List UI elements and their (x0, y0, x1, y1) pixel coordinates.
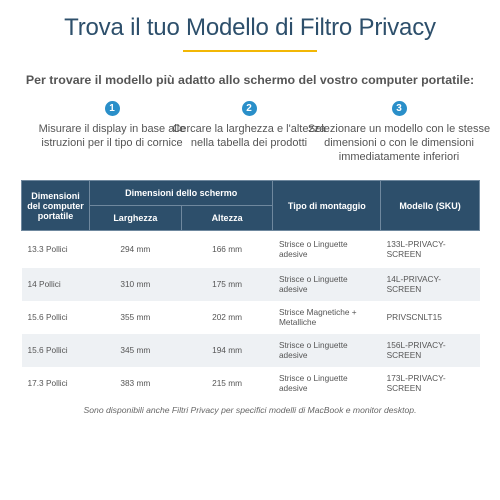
product-table (21, 180, 480, 400)
cell-size: 15.6 Pollici (22, 334, 90, 367)
step-3-text: Selezionare un modello con le stesse dimensioni o con le dimensioni immediatamente inferiori (307, 123, 491, 163)
cell-model: 14L-PRIVACY-SCREEN (381, 268, 480, 301)
table-row (22, 334, 480, 367)
cell-width: 355 mm (89, 301, 181, 334)
cell-model: 173L-PRIVACY-SCREEN (381, 367, 480, 400)
cell-height: 215 mm (181, 367, 273, 400)
step-2-text: Cercare la larghezza e l'altezza nella tabella dei prodotti (172, 123, 326, 149)
step-1-number-icon: 1 (105, 101, 120, 116)
cell-width: 383 mm (89, 367, 181, 400)
page-title: Trova il tuo Modello di Filtro Privacy (64, 14, 436, 41)
footnote: Sono disponibili anche Filtri Privacy per specifici modelli di MacBook e monitor desktop. (83, 405, 417, 415)
cell-width: 294 mm (89, 231, 181, 268)
table-row (22, 268, 480, 301)
header-laptop-size: Dimensioni del computer portatile (22, 181, 90, 231)
cell-size: 13.3 Pollici (22, 231, 90, 268)
cell-model: 156L-PRIVACY-SCREEN (381, 334, 480, 367)
title-underline (183, 50, 317, 52)
step-1-text: Misurare il display in base alle istruzioni per il tipo di cornice (38, 123, 186, 149)
cell-mount: Strisce Magnetiche + Metalliche (273, 301, 381, 334)
table-row (22, 231, 480, 268)
cell-height: 202 mm (181, 301, 273, 334)
cell-height: 175 mm (181, 268, 273, 301)
step-3 (304, 101, 494, 164)
header-screen-size: Dimensioni dello schermo (89, 181, 273, 206)
cell-size: 17.3 Pollici (22, 367, 90, 400)
header-width: Larghezza (89, 206, 181, 231)
cell-model: PRIVSCNLT15 (381, 301, 480, 334)
header-mount-type: Tipo di montaggio (273, 181, 381, 231)
header-height: Altezza (181, 206, 273, 231)
cell-model: 133L-PRIVACY-SCREEN (381, 231, 480, 268)
cell-mount: Strisce o Linguette adesive (273, 367, 381, 400)
page-subtitle: Per trovare il modello più adatto allo schermo del vostro computer portatile: (25, 73, 475, 87)
step-2-number-icon: 2 (242, 101, 257, 116)
cell-size: 15.6 Pollici (22, 301, 90, 334)
cell-width: 345 mm (89, 334, 181, 367)
header-model-sku: Modello (SKU) (381, 181, 480, 231)
cell-mount: Strisce o Linguette adesive (273, 268, 381, 301)
cell-width: 310 mm (89, 268, 181, 301)
cell-size: 14 Pollici (22, 268, 90, 301)
cell-mount: Strisce o Linguette adesive (273, 231, 381, 268)
table-row (22, 367, 480, 400)
cell-mount: Strisce o Linguette adesive (273, 334, 381, 367)
step-3-number-icon: 3 (392, 101, 407, 116)
cell-height: 194 mm (181, 334, 273, 367)
table-row (22, 301, 480, 334)
cell-height: 166 mm (181, 231, 273, 268)
